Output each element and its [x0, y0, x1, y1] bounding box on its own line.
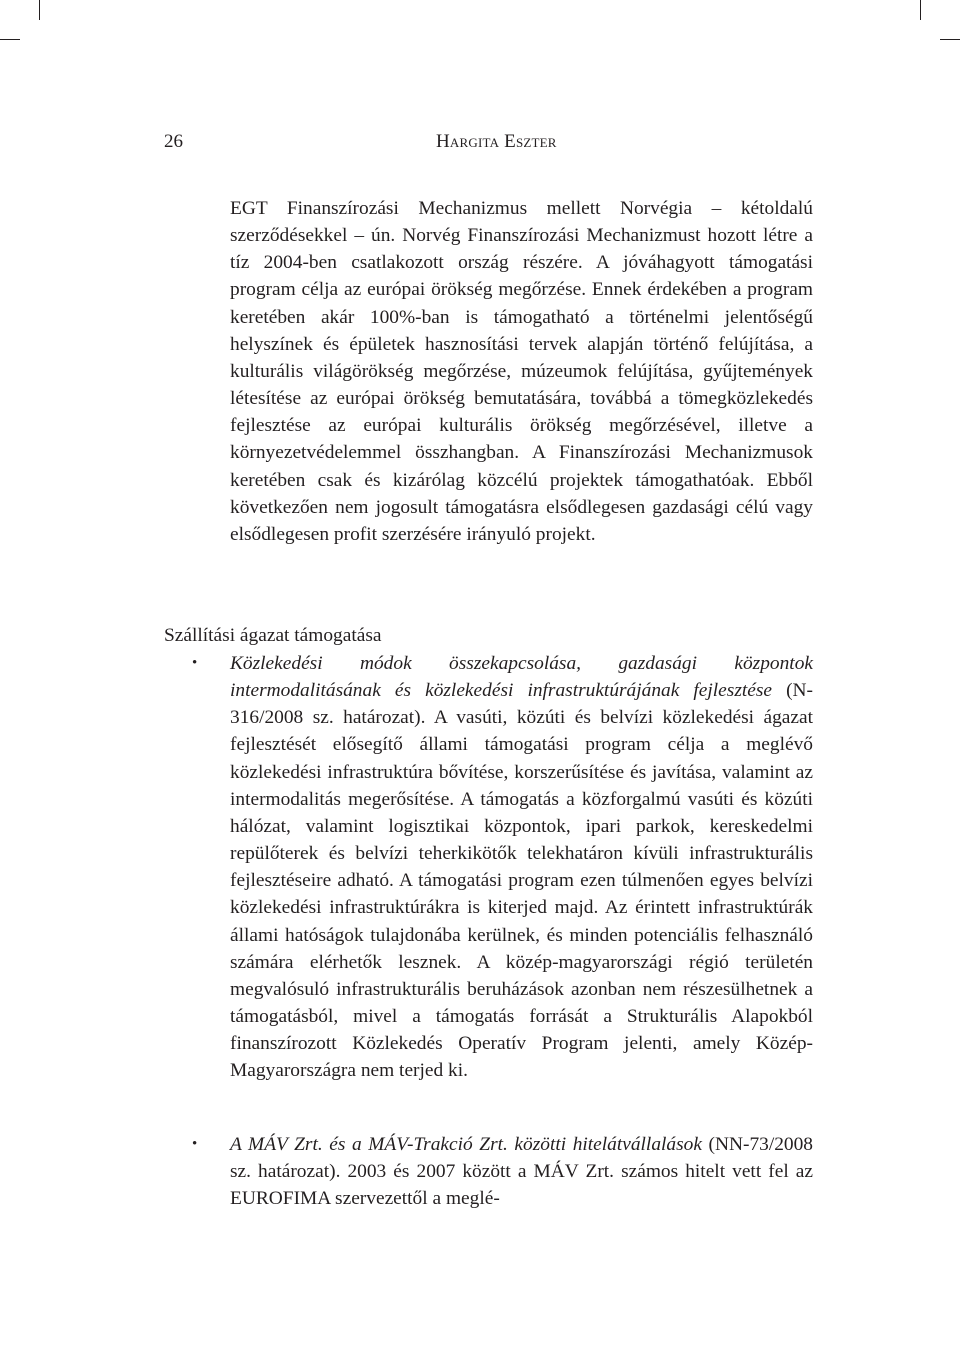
list-item-body: (N-316/2008 sz. határozat). A vasúti, közúti és belvízi közlekedési ágazat fejlesztését elősegítő állami támogatási program célja a meglévő közlekedési infrastruktúra bővítése, korszerűsítése és javítása, valamint az intermodalitás megerősítése. A támogatás a közforgalmú vasúti és közúti hálózat, valamint logisztikai központok, ipari parkok, kereskedelmi repülőterek és belvízi teherkikötők telekhatáron kívüli infrastrukturális fejlesztéseire adható. A támogatási program ezen túlmenően egyes belvízi közlekedési infrastruktúrákra is kiterjed majd. Az érintett infrastruktúrák állami hatóságok tulajdonába kerülnek, és minden potenciális felhasználó számára elérhetők lesznek. A közép-magyarországi régió területén megvalósuló infrastrukturális beruházások azonban nem részesülhetnek a támogatásból, mivel a támogatás forrását a Strukturális Alapokból finanszírozott Közlekedés Operatív Program jelenti, amely Közép-Magyarországra nem terjed ki.	[230, 680, 813, 1082]
crop-mark-top-left	[0, 39, 20, 40]
crop-mark-top-right	[940, 39, 960, 40]
intro-paragraph: EGT Finanszírozási Mechanizmus mellett Norvégia – kétoldalú szerződésekkel – ún. Norvég Finanszírozási Mechanizmust hozott létre a tíz 2004-ben csatlakozott ország részére. A jóváhagyott támogatási program célja az európai örökség megőrzése. Ennek érdekében a program keretében akár 100%-ban is támogatható a történelmi jelentőségű helyszínek és épületek hasznosítási tervek alapján történő felújítása, a kulturális világörökség megőrzése, múzeumok felújítása, gyűjtemények létesítése az európai örökség bemutatására, továbbá a tömegközlekedés fejlesztése az európai kulturális örökség megőrzésével, illetve a környezetvédelemmel összhangban. A Finanszírozási Mechanizmusok keretében csak és kizárólag közcélú projektek támogathatóak. Ebből következően nem jogosult támogatásra elsődlegesen gazdasági célú vagy elsődlegesen profit szerzésére irányuló projekt.	[230, 198, 813, 545]
list-item-title: Közlekedési módok összekapcsolása, gazdasági központok intermodalitásának és közlekedési infrastruktúrájának fejlesztése	[230, 653, 813, 702]
bullet-icon: •	[192, 655, 198, 671]
list-item-title: A MÁV Zrt. és a MÁV-Trakció Zrt. közötti hitelátvállalások	[230, 1134, 702, 1155]
page-number: 26	[164, 131, 183, 152]
list-item	[230, 650, 813, 1085]
running-head-author: Hargita Eszter	[436, 131, 557, 152]
bullet-icon: •	[192, 1136, 198, 1152]
section-heading: Szállítási ágazat támogatása	[164, 625, 382, 646]
list-item	[230, 1131, 813, 1212]
crop-mark-top-right-vertical	[920, 0, 921, 20]
crop-mark-top-left-vertical	[39, 0, 40, 20]
list-item-body: (NN-73/2008 sz. határozat). 2003 és 2007 között a MÁV Zrt. számos hitelt vett fel az EUROFIMA szervezettől a meglé-	[230, 1134, 814, 1210]
